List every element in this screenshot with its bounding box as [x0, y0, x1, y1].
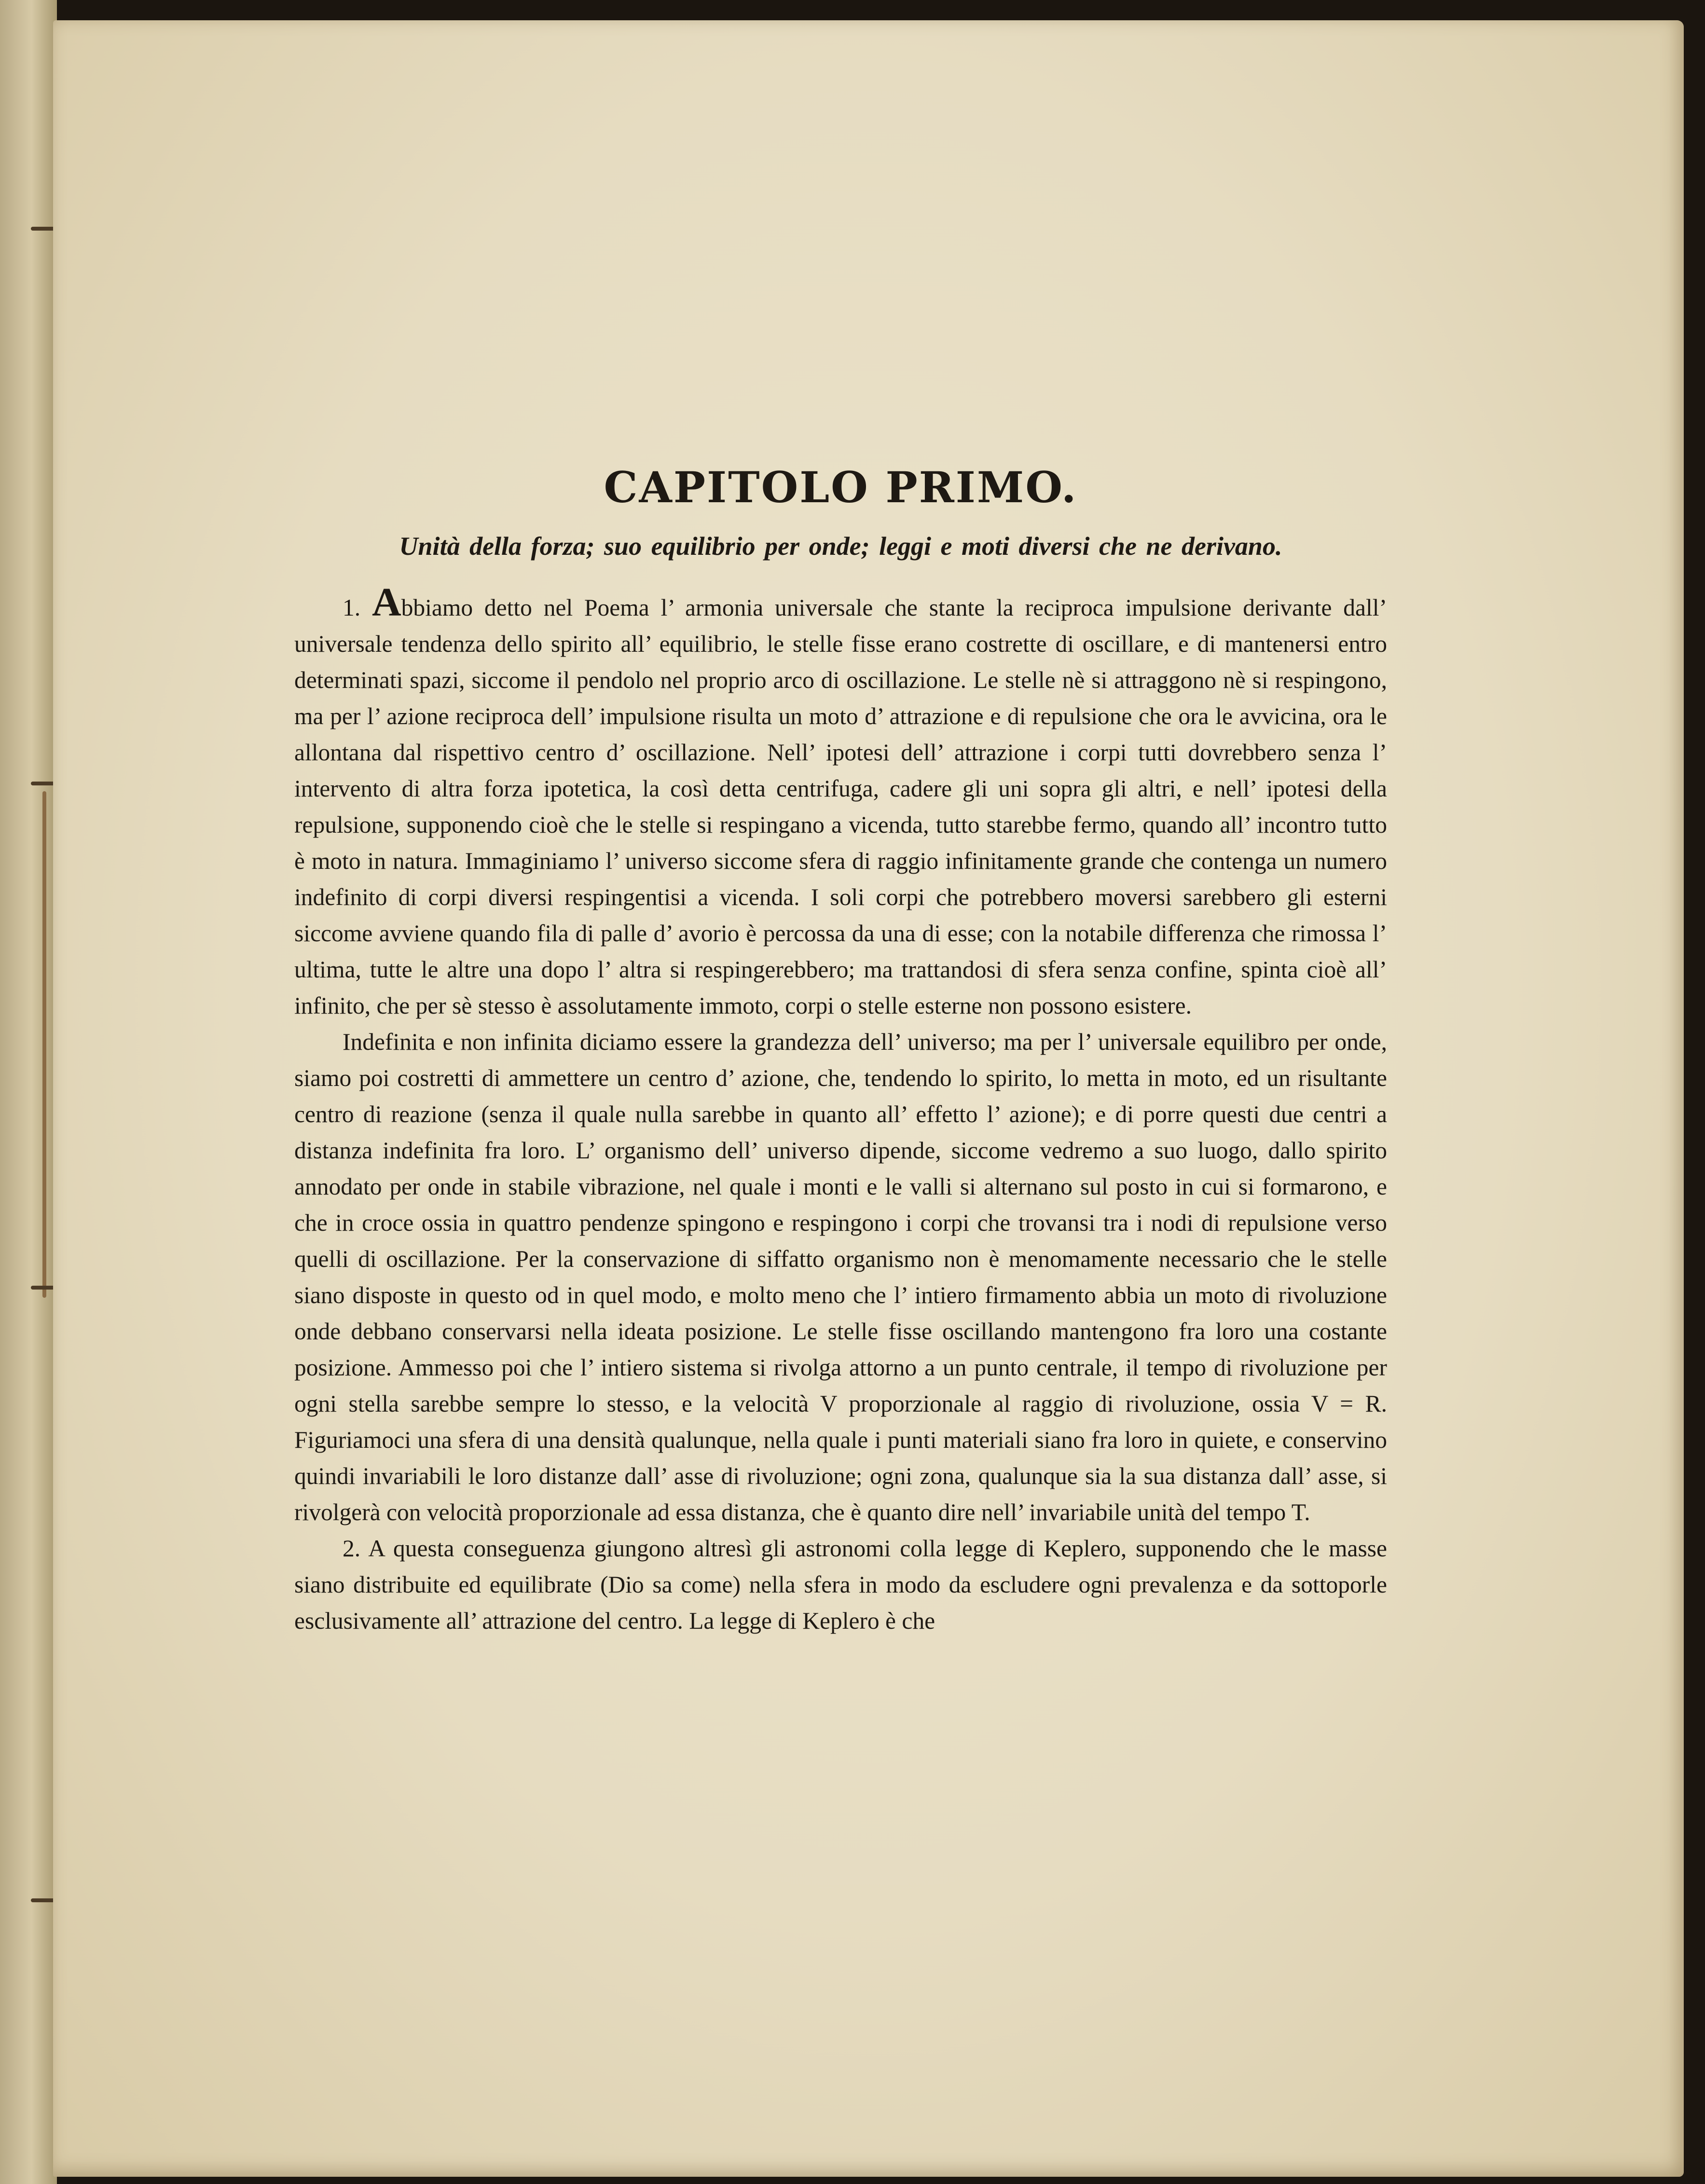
- paragraph-number: 2.: [343, 1535, 361, 1562]
- paragraph-number: 1.: [343, 594, 361, 621]
- paragraph-1-continued: [294, 1024, 1387, 1530]
- paragraph-text: Indefinita e non infinita diciamo essere la grandezza dell’ universo; ma per l’ universale equilibro per onde, siamo poi costretti di ammettere un centro d’ azione, che, tendendo lo spirito, lo metta in moto, ed un risultante centro di reazione (senza il quale nulla sarebbe in quanto all’ effetto l’ azione); e di porre questi due centri a distanza indefinita fra loro. L’ organismo dell’ universo dipende, siccome vedremo a suo luogo, dallo spirito annodato per onde in stabile vibrazione, nel quale i monti e le valli si alternano sul posto in cui si formarono, e che in croce ossia in quattro pendenze spingono e respingono i corpi che trovansi tra i nodi di repulsione verso quelli di oscillazione. Per la conservazione di siffatto organismo non è menomamente necessario che le stelle siano disposte in questo od in quel modo, e molto meno che l’ intiero firmamento abbia un moto di rivoluzione onde debbano conservarsi nella ideata posizione. Le stelle fisse oscillando mantengono fra loro una costante posizione. Ammesso poi che l’ intiero sistema si rivolga attorno a un punto centrale, il tempo di rivoluzione per ogni stella sarebbe sempre lo stesso, e la velocità V proporzionale al raggio di rivoluzione, ossia V = R. Figuriamoci una sfera di una densità qualunque, nella quale i punti materiali siano fra loro in quiete, e conservino quindi invariabili le loro distanze dall’ asse di rivoluzione; ogni zona, qualunque sia la sua distanza dall’ asse, si rivolgerà con velocità proporzionale ad essa distanza, che è quanto dire nell’ invariabile unità del tempo T.: [294, 1029, 1387, 1525]
- body-text: [294, 580, 1387, 1639]
- previous-page-edge: [0, 0, 57, 2184]
- paragraph-1: [294, 580, 1387, 1024]
- chapter-title: CAPITOLO PRIMO.: [604, 462, 1078, 512]
- binding-thread: [42, 791, 46, 1298]
- paragraph-text: bbiamo detto nel Poema l’ armonia universale che stante la reciproca impulsione derivante dall’ universale tendenza dello spirito all’ equilibrio, le stelle fisse erano costrette di oscillare, e di mantenersi entro determinati spazi, siccome il pendolo nel proprio arco di oscillazione. Le stelle nè si attraggono nè si respingono, ma per l’ azione reciproca dell’ impulsione risulta un moto d’ attrazione e di repulsione che ora le avvicina, ora le allontana dal rispettivo centro d’ oscillazione. Nell’ ipotesi dell’ attrazione i corpi tutti dovrebbero senza l’ intervento di altra forza ipotetica, la così detta centrifuga, cadere gli uni sopra gli altri, e nell’ ipotesi della repulsione, supponendo cioè che le stelle si respingano a vicenda, tutto starebbe fermo, quando all’ incontro tutto è moto in natura. Immaginiamo l’ universo siccome sfera di raggio infinitamente grande che contenga un numero indefinito di corpi diversi respingentisi a vicenda. I soli corpi che potrebbero moversi sarebbero gli esterni siccome avviene quando fila di palle d’ avorio è percossa da una di esse; con la notabile differenza che rimossa l’ ultima, tutte le altre una dopo l’ altra si respingerebbero; ma trattandosi di sfera senza confine, spinta cioè all’ infinito, che per sè stesso è assolutamente immoto, corpi o stelle esterne non possono esistere.: [294, 594, 1387, 1019]
- paragraph-text: A questa conseguenza giungono altresì gli astronomi colla legge di Keplero, supponendo che le masse siano distribuite ed equilibrate (Dio sa come) nella sfera in modo da escludere ogni prevalenza e da sottoporle esclusivamente all’ attrazione del centro. La legge di Keplero è che: [294, 1535, 1387, 1634]
- drop-initial: A: [371, 580, 401, 625]
- page-text-block: [294, 461, 1387, 1639]
- chapter-subtitle: Unità della forza; suo equilibrio per onde; leggi e moti diversi che ne derivano.: [399, 532, 1282, 561]
- paragraph-2: [294, 1530, 1387, 1639]
